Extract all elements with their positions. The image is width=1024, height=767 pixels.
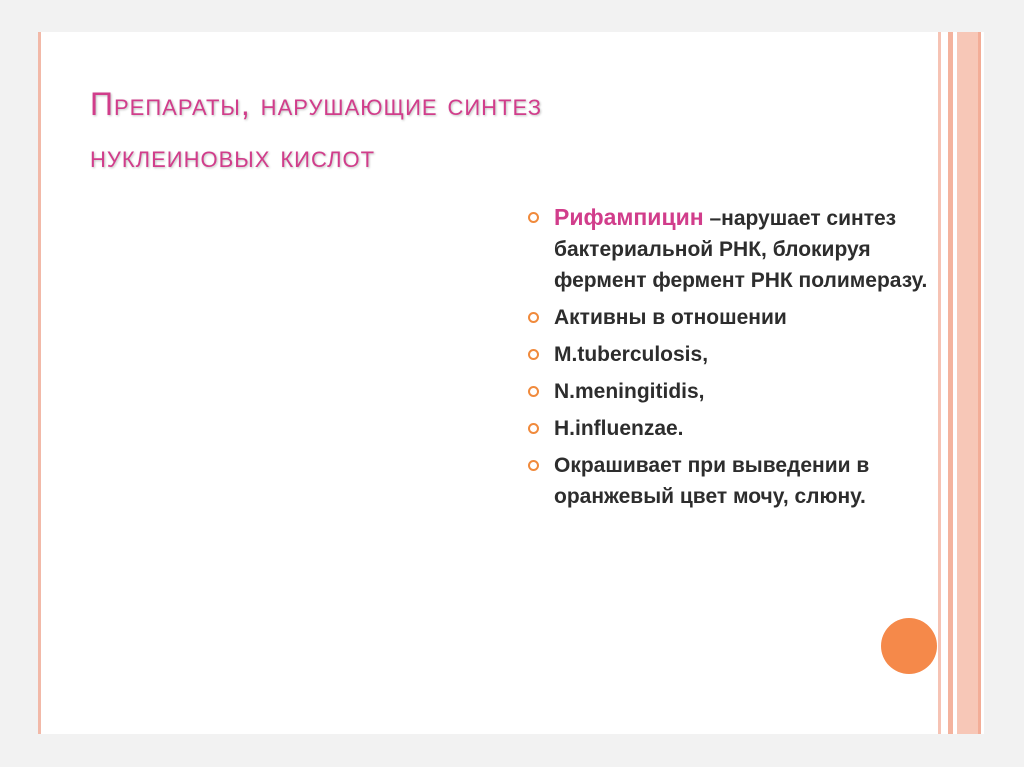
left-border-rule	[38, 32, 41, 734]
bullet-text: M.tuberculosis,	[554, 343, 709, 366]
right-rule-3	[957, 32, 978, 734]
bullet-text: Окрашивает при выведении в оранжевый цвет мочу, слюну.	[554, 454, 870, 508]
list-item	[524, 450, 934, 512]
bullet-text: Активны в отношении	[554, 306, 787, 329]
bullet-text: N.meningitidis,	[554, 380, 705, 403]
title-line-1: Препараты, нарушающие синтез	[90, 86, 542, 122]
list-item	[524, 302, 934, 333]
slide	[38, 32, 984, 734]
right-rule-1	[938, 32, 941, 734]
bullet-text: –нарушает синтез бактериальной РНК, блокируя фермент фермент РНК полимеразу.	[554, 207, 928, 292]
list-item	[524, 376, 934, 407]
ring-bullet-icon	[528, 386, 539, 397]
list-item	[524, 202, 934, 296]
ring-bullet-icon	[528, 423, 539, 434]
slide-title	[90, 78, 810, 182]
drug-name: Рифампицин	[554, 204, 704, 230]
ring-bullet-icon	[528, 460, 539, 471]
ring-bullet-icon	[528, 212, 539, 223]
orange-circle-decoration	[881, 618, 937, 674]
ring-bullet-icon	[528, 312, 539, 323]
bullet-text: H.influenzae.	[554, 417, 684, 440]
ring-bullet-icon	[528, 349, 539, 360]
title-line-2: нуклеиновых кислот	[90, 138, 376, 174]
right-rule-2	[948, 32, 953, 734]
list-item	[524, 339, 934, 370]
right-rule-4	[978, 32, 981, 734]
right-border-rules	[938, 32, 984, 734]
bullet-list	[524, 202, 934, 518]
list-item	[524, 413, 934, 444]
